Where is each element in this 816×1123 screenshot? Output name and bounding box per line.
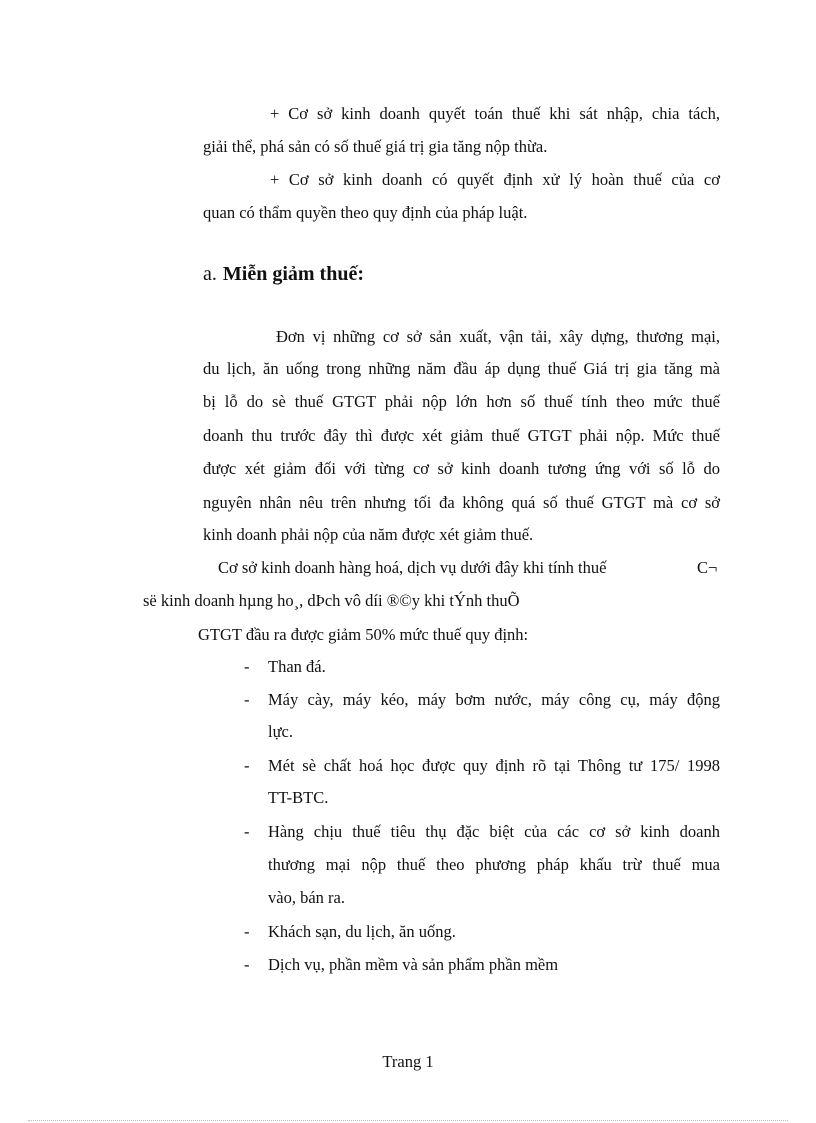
list-item-4-line-3: vào, bán ra.: [268, 888, 345, 907]
body-line-2: du lịch, ăn uống trong những năm đầu áp dụng thuế Giá trị gia tăng mà: [203, 359, 720, 378]
list-dash: -: [244, 955, 250, 974]
intro-line-2: GTGT đầu ra được giảm 50% mức thuế quy định:: [198, 625, 529, 644]
paragraph-2-line-1: + Cơ sở kinh doanh có quyết định xử lý hoàn thuế của cơ: [270, 170, 720, 189]
list-dash: -: [244, 756, 250, 775]
section-heading: [203, 263, 364, 286]
intro-garbled-fragment: C¬: [697, 558, 718, 577]
page-footer: Trang 1: [382, 1052, 434, 1071]
list-item-2-line-1: Máy cày, máy kéo, máy bơm nước, máy công cụ, máy động: [268, 690, 720, 709]
list-item-3-line-1: Mét sè chất hoá học được quy định rõ tại Thông tư 175/ 1998: [268, 756, 720, 775]
body-line-3: bị lỗ do sè thuế GTGT phải nộp lớn hơn số thuế tính theo mức thuế: [203, 392, 720, 411]
list-item-4-line-2: thương mại nộp thuế theo phương pháp khấu trừ thuế mua: [268, 855, 720, 874]
list-item-1-line-1: Than đá.: [268, 657, 326, 676]
list-dash: -: [244, 822, 250, 841]
intro-garbled-line: së kinh doanh hµng ho¸, dÞch vô díi ®©y khi tÝnh thuÕ: [143, 591, 520, 610]
body-line-5: được xét giảm đối với từng cơ sở kinh doanh tương ứng với số lỗ do: [203, 459, 720, 478]
paragraph-1-line-1: + Cơ sở kinh doanh quyết toán thuế khi sát nhập, chia tách,: [270, 104, 720, 123]
section-title: Miễn giảm thuế:: [222, 263, 364, 285]
list-dash: -: [244, 690, 250, 709]
paragraph-1-line-2: giải thể, phá sản có số thuế giá trị gia tăng nộp thừa.: [203, 137, 548, 156]
list-dash: -: [244, 922, 250, 941]
list-item-4-line-1: Hàng chịu thuế tiêu thụ đặc biệt của các cơ sở kinh doanh: [268, 822, 720, 841]
body-line-1: Đơn vị những cơ sở sản xuất, vận tải, xây dựng, thương mại,: [276, 327, 720, 346]
paragraph-2-line-2: quan có thẩm quyền theo quy định của pháp luật.: [203, 203, 528, 222]
body-line-7: kinh doanh phải nộp của năm được xét giảm thuế.: [203, 525, 534, 544]
body-line-4: doanh thu trước đây thì được xét giảm thuế GTGT phải nộp. Mức thuế: [203, 426, 720, 445]
list-dash: -: [244, 657, 250, 676]
intro-line-1: Cơ sở kinh doanh hàng hoá, dịch vụ dưới đây khi tính thuế: [218, 558, 607, 577]
list-item-5-line-1: Khách sạn, du lịch, ăn uống.: [268, 922, 456, 941]
list-item-6-line-1: Dịch vụ, phần mềm và sản phẩm phần mềm: [268, 955, 559, 974]
body-line-6: nguyên nhân nêu trên nhưng tối đa không quá số thuế GTGT mà cơ sở: [203, 493, 720, 512]
section-number: a.: [203, 263, 217, 285]
list-item-2-line-2: lực.: [268, 722, 293, 741]
list-item-3-line-2: TT-BTC.: [268, 788, 329, 807]
page-bottom-divider: [28, 1120, 788, 1121]
